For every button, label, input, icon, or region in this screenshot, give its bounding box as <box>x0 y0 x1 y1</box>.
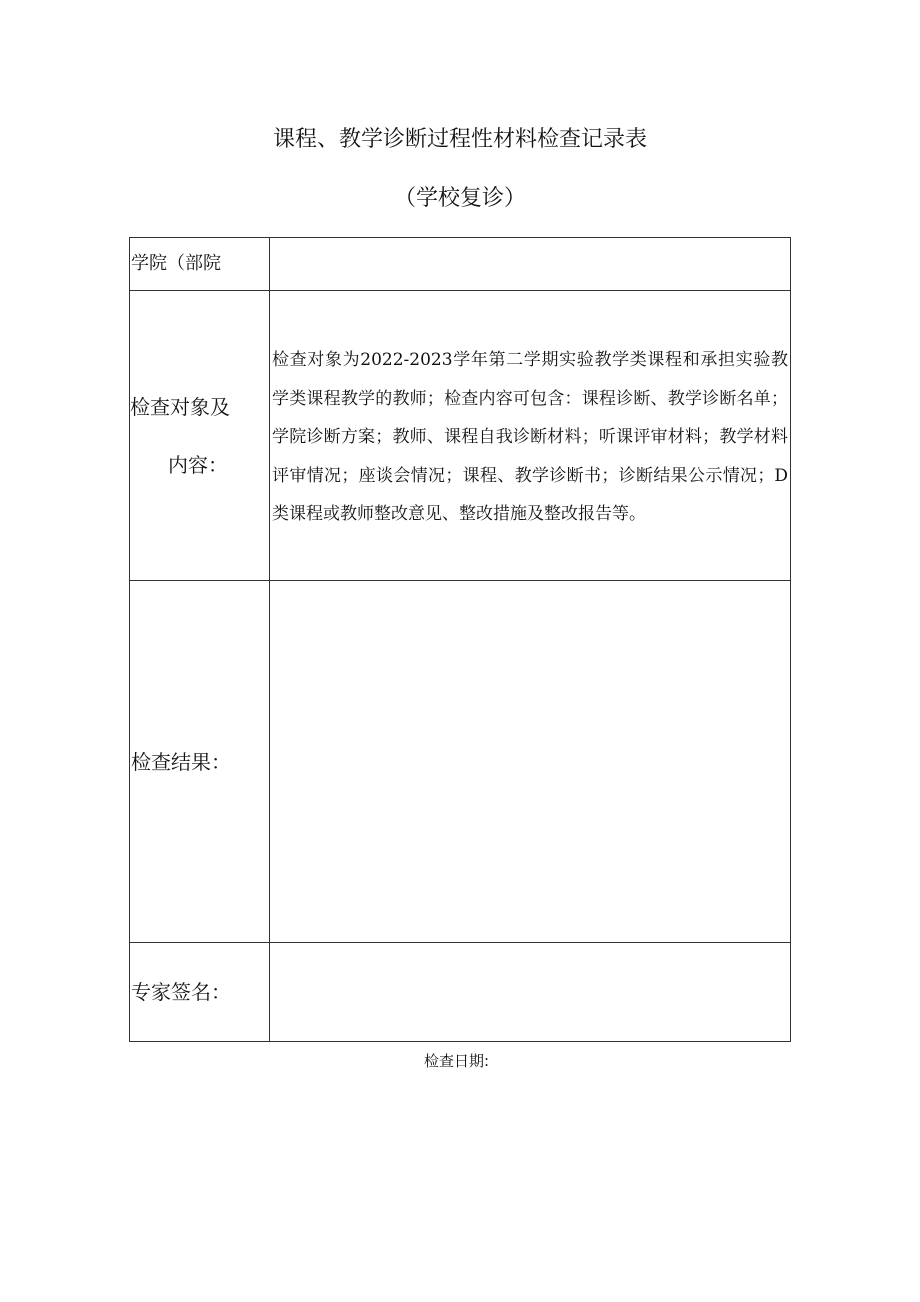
scope-content-cell <box>270 291 791 581</box>
scope-label-cell <box>130 291 270 581</box>
result-label: 检查结果： <box>131 749 231 774</box>
college-row <box>130 238 791 291</box>
college-label-cell <box>130 238 270 291</box>
result-value-cell[interactable] <box>270 581 791 943</box>
college-label: 学院（部院 <box>131 253 221 274</box>
signature-label-cell <box>130 943 270 1042</box>
scope-row <box>130 291 791 581</box>
signature-row <box>130 943 791 1042</box>
result-row <box>130 581 791 943</box>
scope-content: 检查对象为2022-2023学年第二学期实验教学类课程和承担实验教学类课程教学的教师；检查内容可包含：课程诊断、教学诊断名单；学院诊断方案；教师、课程自我诊断材料；听课评审材料；教学材料评审情况；座谈会情况；课程、教学诊断书；诊断结果公示情况；D类课程或教师整改意见、整改措施及整改报告等。 <box>272 350 788 525</box>
document-title: 课程、教学诊断过程性材料检查记录表 <box>272 127 647 152</box>
scope-label-line2: 内容： <box>168 452 228 477</box>
signature-value-cell[interactable] <box>270 943 791 1042</box>
signature-label: 专家签名： <box>131 980 231 1004</box>
result-label-cell <box>130 581 270 943</box>
college-value-cell[interactable] <box>270 238 791 291</box>
scope-label <box>130 378 269 494</box>
inspection-date-label: 检查日期: <box>424 1052 490 1070</box>
scope-label-line1: 检查对象及 <box>130 394 230 419</box>
inspection-record-table <box>129 237 791 1042</box>
document-subtitle: （学校复诊） <box>393 186 526 211</box>
